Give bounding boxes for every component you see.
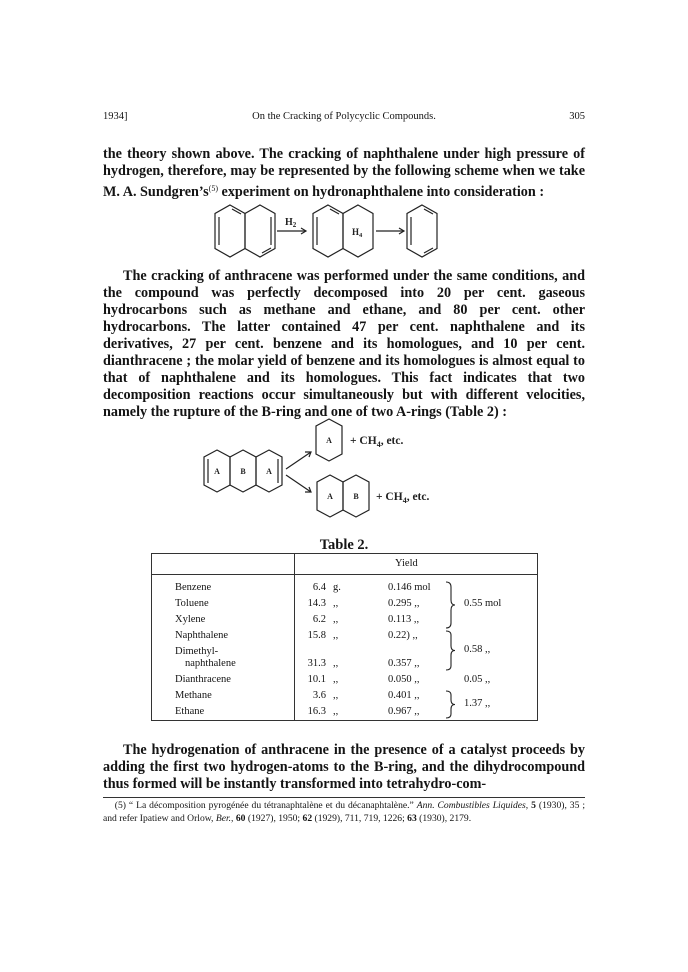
row-unit-naphthalene: ,, — [333, 630, 339, 641]
row-mass-dimethylnaphthalene: 31.3 — [307, 658, 326, 669]
row-name-xylene: Xylene — [175, 614, 206, 625]
footnote-journal-2: Ber., — [215, 812, 234, 824]
footnote-vol-3: 62 — [302, 812, 313, 824]
paragraph-1-tail: experiment on hydronaphthalene into consideration : — [217, 184, 545, 200]
footnote-number: (5) — [114, 800, 126, 811]
row-mass-methane: 3.6 — [312, 690, 326, 701]
naphthalene-cracking-scheme — [210, 202, 440, 260]
footnote-cite-4: (1930), 2179. — [419, 812, 472, 824]
brace-gases — [444, 690, 456, 719]
table-header-rule — [151, 574, 538, 575]
row-name-dianthracene: Dianthracene — [175, 674, 231, 685]
total-benzenes: 0.55 mol — [464, 598, 502, 609]
row-unit-toluene: ,, — [333, 598, 339, 609]
table-header-yield: Yield — [395, 558, 418, 569]
row-mass-xylene: 6.2 — [312, 614, 326, 625]
footnote-vol-1: 5 — [531, 800, 536, 811]
total-dianthracene: 0.05 ,, — [464, 674, 491, 685]
row-unit-dianthracene: ,, — [333, 674, 339, 685]
table-top-rule — [151, 553, 538, 554]
page-number: 305 — [569, 111, 585, 122]
row-mol-ethane: 0.967 ,, — [388, 706, 420, 717]
footnote-cite-3: (1929), 711, 719, 1226; — [314, 812, 405, 824]
footnote-title: “ La décomposition pyrogénée du tétranaphtalène et du décanaphtalène.” — [128, 800, 414, 811]
product-ring-b-label: B — [353, 492, 359, 501]
row-name-benzene: Benzene — [175, 582, 212, 593]
row-mass-ethane: 16.3 — [307, 706, 326, 717]
row-unit-benzene: g. — [333, 582, 341, 593]
total-gases: 1.37 ,, — [464, 698, 491, 709]
table-caption: Table 2. — [319, 537, 369, 553]
row-unit-methane: ,, — [333, 690, 339, 701]
table-right-border — [537, 553, 538, 721]
reaction-arrow-1 — [277, 228, 306, 234]
brace-naphthalenes — [444, 630, 456, 671]
row-mol-dianthracene: 0.050 ,, — [388, 674, 420, 685]
table-left-border — [151, 553, 152, 721]
ring-b-label: B — [240, 467, 246, 476]
table-column-divider — [294, 553, 295, 721]
row-unit-ethane: ,, — [333, 706, 339, 717]
row-mol-benzene: 0.146 mol — [388, 582, 431, 593]
row-unit-dimethylnaphthalene: ,, — [333, 658, 339, 669]
row-mass-dianthracene: 10.1 — [307, 674, 326, 685]
footnote-cite-1: (1930), 35 ; and refer Ipatiew and Orlow, — [103, 800, 585, 824]
yield-table — [151, 553, 538, 721]
ring-label-h4: $H_4$ — [352, 227, 363, 239]
total-naphthalenes: 0.58 ,, — [464, 644, 491, 655]
row-name-ethane: Ethane — [175, 706, 205, 717]
footnote-vol-2: 60 — [235, 812, 246, 824]
row-mass-naphthalene: 15.8 — [307, 630, 326, 641]
row-mass-toluene: 14.3 — [307, 598, 326, 609]
ring-a-left-label: A — [214, 467, 220, 476]
footnote-rule — [103, 797, 585, 798]
reference-marker: (5) — [208, 184, 218, 193]
paragraph-1-text: the theory shown above. The cracking of naphthalene under high pressure of hydrogen, therefore, may be represented by the following scheme when we take M. A. Sundgren’s — [103, 146, 585, 200]
row-name-naphthalene: Naphthalene — [175, 630, 229, 641]
ring-a-right-label: A — [266, 467, 272, 476]
footnote — [103, 800, 585, 825]
naphthalene-structure — [215, 205, 275, 257]
row-name-methane: Methane — [175, 690, 212, 701]
paragraph-3: The hydrogenation of anthracene in the presence of a catalyst proceeds by adding the first two hydrogen-atoms to the B-ring, and the dihydrocompound thus formed will be instantly transformed into tetrahydro-com- — [103, 742, 585, 792]
header-year: 1934] — [103, 111, 128, 122]
footnote-journal: Ann. Combustibles Liquides, — [416, 800, 529, 811]
anthracene-decomposition-scheme — [200, 415, 460, 527]
row-name-dimethyl-cont: naphthalene — [185, 658, 236, 669]
product-ring-a2-label: A — [327, 492, 333, 501]
row-mol-toluene: 0.295 ,, — [388, 598, 420, 609]
row-name-toluene: Toluene — [175, 598, 209, 609]
brace-benzenes — [444, 581, 456, 629]
row-mol-naphthalene: 0.22) ,, — [388, 630, 418, 641]
tetralin-structure — [313, 205, 373, 257]
benzene-structure — [407, 205, 437, 257]
paragraph-1 — [103, 146, 585, 201]
product-2-text: + $CH_4$, etc. — [376, 491, 430, 505]
row-mol-dimethylnaphthalene: 0.357 ,, — [388, 658, 420, 669]
row-mol-xylene: 0.113 ,, — [388, 614, 420, 625]
footnote-cite-2: (1927), 1950; — [247, 812, 301, 824]
running-header — [103, 111, 585, 125]
product-1-text: + $CH_4$, etc. — [350, 435, 404, 449]
reaction-arrow-2 — [376, 228, 404, 234]
header-title: On the Cracking of Polycyclic Compounds. — [252, 111, 436, 122]
product-ring-a-label: A — [326, 436, 332, 445]
row-unit-xylene: ,, — [333, 614, 339, 625]
table-bottom-rule — [151, 720, 538, 721]
row-name-dimethyl: Dimethyl- — [175, 646, 219, 657]
product-naphthalene-structure — [317, 475, 369, 517]
paragraph-2: The cracking of anthracene was performed under the same conditions, and the compound was perfectly decomposed into 20 per cent. gaseous hydrocarbons such as methane and ethane, and 80 per cent. other hydrocarbons. The latter contained 47 per cent. naphthalene and its derivatives, 27 per cent. benzene and its homologues, and 10 per cent. dianthracene ; the molar yield of benzene and its homologues is almost equal to that of naphthalene and its homologues. This fact indicates that two decomposition reactions occur simultaneously but with different velocities, namely the rupture of the B-ring and one of two A-rings (Table 2) : — [103, 268, 585, 420]
row-mol-methane: 0.401 ,, — [388, 690, 420, 701]
row-mass-benzene: 6.4 — [312, 582, 326, 593]
branching-arrows — [286, 452, 311, 492]
arrow-label-h2: $H_2$ — [285, 217, 297, 229]
footnote-vol-4: 63 — [407, 812, 417, 824]
